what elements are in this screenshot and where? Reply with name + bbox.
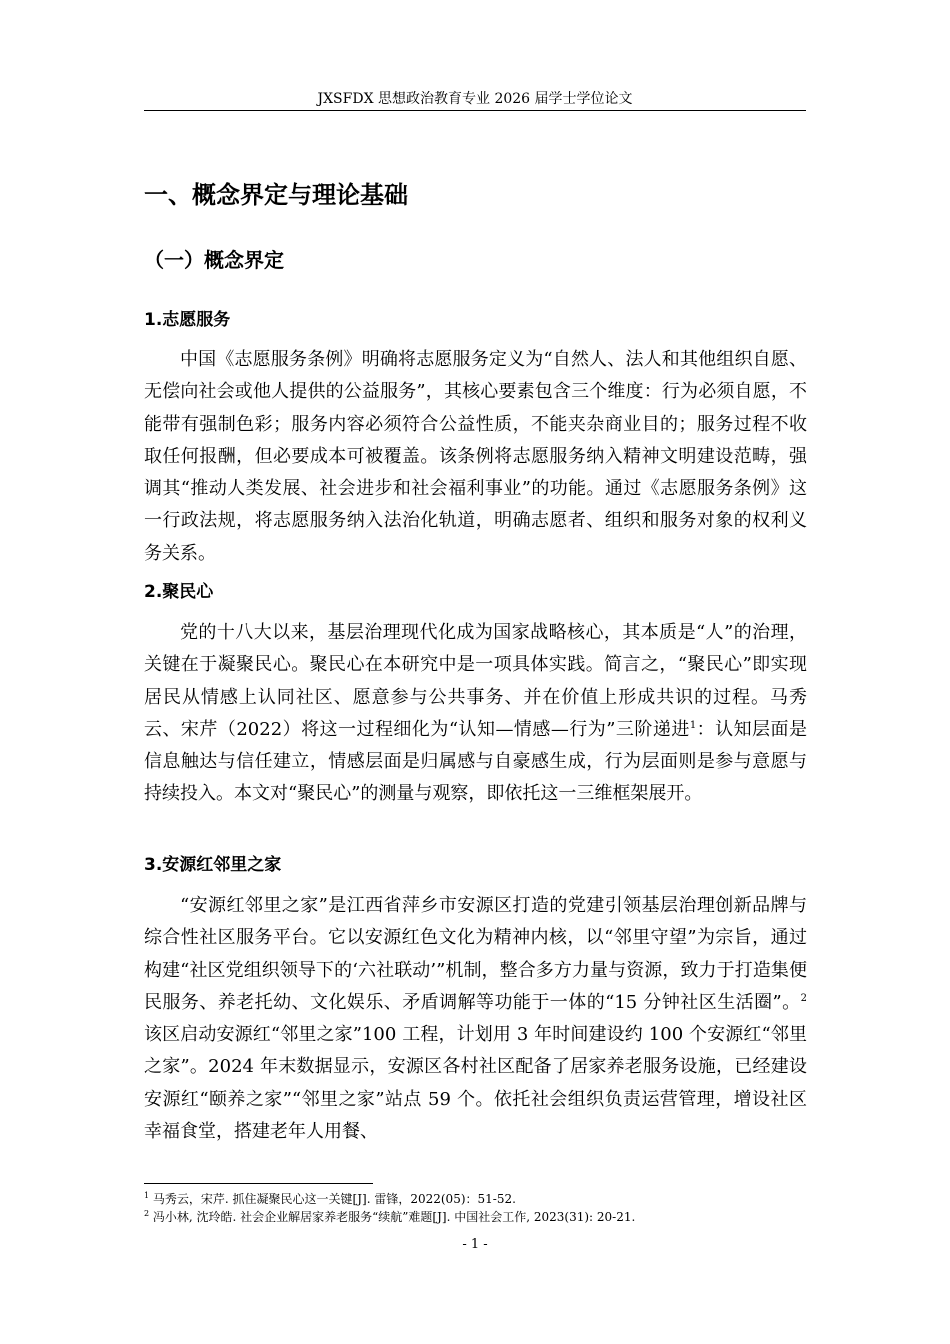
paragraph-anyuan-text-a: “安源红邻里之家”是江西省萍乡市安源区打造的党建引领基层治理创新品牌与综合性社区服务平台。它以安源红色文化为精神内核，以“邻里守望”为宗旨，通过构建“社区党组织领导下的‘六社联动’”机制，整合多方力量与资源，致力于打造集便民服务、养老托幼、文化娱乐、矛盾调解等功能于一体的“15 分钟社区生活圈”。 <box>144 895 807 1013</box>
paragraph-gather-hearts-text-b: ：认知层面是信息触达与信任建立，情感层面是归属感与自豪感生成，行为层面则是参与意愿与持续投入。本文对“聚民心”的测量与观察，即依托这一三维框架展开。 <box>144 718 807 805</box>
paragraph-gather-hearts <box>144 617 807 811</box>
section-title: （一）概念界定 <box>144 248 284 272</box>
footnote-ref-1[interactable]: 1 <box>689 719 697 731</box>
footnote-2 <box>144 1208 844 1226</box>
footnote-text-1: 马秀云，宋芹. 抓住凝聚民心这一关键[J]. 雷锋，2022(05)：51-52. <box>149 1192 516 1206</box>
subsection-title-anyuan-neighborhood: 3.安源红邻里之家 <box>144 855 282 875</box>
footnote-text-2: 冯小林, 沈玲皓. 社会企业解居家养老服务“续航”难题[J]. 中国社会工作, 2023(31): 20-21. <box>149 1210 636 1224</box>
page-number: - 1 - <box>462 1237 488 1252</box>
running-header: JXSFDX 思想政治教育专业 2026 届学士学位论文 <box>317 91 633 107</box>
footnote-mark-2: 2 <box>144 1209 150 1218</box>
footnote-ref-2[interactable]: 2 <box>800 992 807 1004</box>
header-rule <box>144 110 806 111</box>
paragraph-gather-hearts-text-a: 党的十八大以来，基层治理现代化成为国家战略核心，其本质是“人”的治理，关键在于凝聚民心。聚民心在本研究中是一项具体实践。简言之，“聚民心”即实现居民从情感上认同社区、愿意参与公共事务、并在价值上形成共识的过程。马秀云、宋芹（2022）将这一过程细化为“认知—情感—行为”三阶递进 <box>144 622 807 740</box>
paragraph-volunteer-service: 中国《志愿服务条例》明确将志愿服务定义为“自然人、法人和其他组织自愿、无偿向社会或他人提供的公益服务”，其核心要素包含三个维度：行为必须自愿，不能带有强制色彩；服务内容必须符合公益性质，不能夹杂商业目的；服务过程不收取任何报酬，但必要成本可被覆盖。该条例将志愿服务纳入精神文明建设范畴，强调其“推动人类发展、社会进步和社会福利事业”的功能。通过《志愿服务条例》这一行政法规，将志愿服务纳入法治化轨道，明确志愿者、组织和服务对象的权利义务关系。 <box>144 349 807 564</box>
paragraph-anyuan-neighborhood <box>144 890 807 1148</box>
chapter-title: 一、概念界定与理论基础 <box>144 181 408 209</box>
paragraph-anyuan-text-b: 该区启动安源红“邻里之家”100 工程，计划用 3 年时间建设约 100 个安源红“邻里之家”。2024 年末数据显示，安源区各村社区配备了居家养老服务设施，已经建设安源红“颐养之家”“邻里之家”站点 59 个。依托社会组织负责运营管理，增设社区幸福食堂，搭建老年人用餐、 <box>144 1024 807 1143</box>
footnotes <box>144 1190 844 1226</box>
footnote-mark-1: 1 <box>144 1191 150 1200</box>
footnote-separator <box>144 1183 373 1184</box>
subsection-title-gather-hearts: 2.聚民心 <box>144 582 214 602</box>
footnote-1 <box>144 1190 844 1208</box>
subsection-title-volunteer-service: 1.志愿服务 <box>144 310 231 330</box>
